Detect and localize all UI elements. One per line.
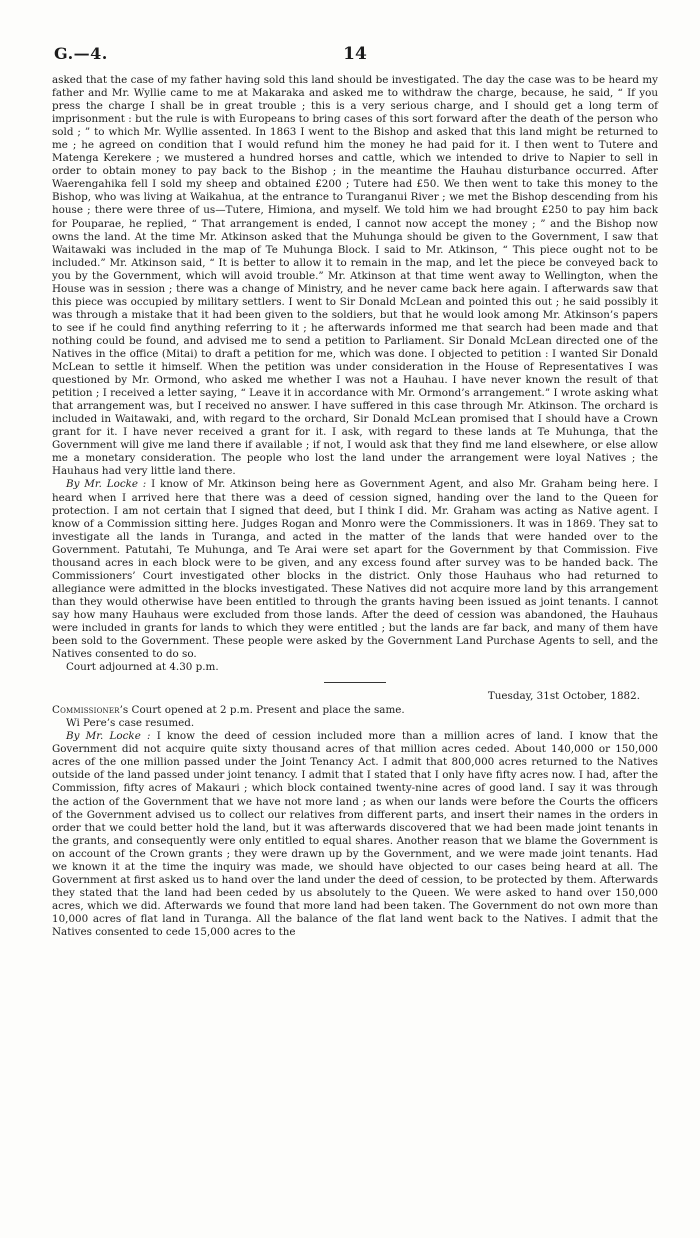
page-number: 14 [343, 44, 367, 64]
examiner-lead: By Mr. Locke : [66, 478, 147, 491]
court-opened-line [52, 704, 658, 717]
court-opened-text: ’s Court opened at 2 p.m. Present and place the same. [119, 704, 405, 717]
parliamentary-paper-reference: G.—4. [54, 44, 108, 63]
paragraph-text: I know of Mr. Atkinson being here as Government Agent, and also Mr. Graham being here. I heard when I arrived here that there was a deed of cession signed, handing over the land to the Queen for protection. I am not certain that I signed that deed, but I think I did. Mr. Graham was acting as Native agent. I know of a Commission sitting here. Judges Rogan and Monro were the Commissioners. It was in 1869. They sat to investigate all the lands in Turanga, and acted in the matter of the lands that were handed over to the Government. Patutahi, Te Muhunga, and Te Arai were set apart for the Government by that Commission. Five thousand acres in each block were to be given, and any excess found after survey was to be handed back. The Commissioners’ Court investigated other blocks in the district. Only those Hauhaus who had returned to allegiance were admitted in the blocks investigated. These Natives did not acquire more land by this arrangement than they would otherwise have been entitled to through the grants having been issued as joint tenants. I cannot say how many Hauhaus were excluded from those lands. After the deed of cession was abandoned, the Hauhaus were included in grants for lands to which they were entitled ; but the lands are far back, and many of them have been sold to the Government. These people were asked by the Government Land Purchase Agents to sell, and the Natives consented to do so. [52, 478, 658, 661]
session-date: Tuesday, 31st October, 1882. [487, 690, 640, 703]
evidence-paragraph-2 [52, 478, 658, 661]
evidence-paragraph-3 [52, 730, 658, 939]
adjournment-note: Court adjourned at 4.30 p.m. [66, 661, 219, 674]
document-body [52, 74, 658, 939]
section-divider [324, 682, 386, 683]
page-header [52, 34, 658, 74]
paragraph-text: I know the deed of cession included more than a million acres of land. I know that the Government did not acquire quite sixty thousand acres of that million acres ceded. About 140,000 or 150,000 acres of the one million passed under the Joint Tenancy Act. I admit that 800,000 acres returned to the Natives outside of the land passed under joint tenancy. I admit that I stated that I only have fifty acres now. I had, after the Commission, fifty acres of Makauri ; which block contained twenty-nine acres of good land. I say it was through the action of the Government that we have not more land ; as when our lands were before the Courts the officers of the Government advised us to collect our relatives from different parts, and insert their names in the orders in order that we could better hold the land, but it was afterwards discovered that we had been made joint tenants in the grants, and consequently were only entitled to equal shares. Another reason that we blame the Government is on account of the Crown grants ; they were drawn up by the Government, and we were made joint tenants. Had we known it at the time the inquiry was made, we should have objected to our cases being heard at all. The Government at first asked us to hand over the land under the deed of cession, to be protected by them. Afterwards they stated that the land had been ceded by us absolutely to the Queen. We were asked to hand over 150,000 acres, which we did. Afterwards we found that more land had been taken. The Government do not own more than 10,000 acres of flat land in Turanga. All the balance of the flat land went back to the Natives. I admit that the Natives consented to cede 15,000 acres to the [52, 730, 658, 938]
commissioner-smallcaps: Commissioner [52, 704, 120, 717]
examiner-lead: By Mr. Locke : [66, 730, 151, 743]
evidence-paragraph-1: asked that the case of my father having sold this land should be investigated. The day the case was to be heard my father and Mr. Wyllie came to me at Makaraka and asked me to withdraw the charge, because, he said, “ If you press the charge I shall be in great trouble ; this is a very serious charge, and I should get a long term of imprisonment : but the rule is with Europeans to bring cases of this sort forward after the death of the person who sold ; ” to which Mr. Wyllie assented. In 1863 I went to the Bishop and asked that this land might be returned to me ; he agreed on condition that I would refund him the money he had paid for it. I then went to Tutere and Matenga Kerekere ; we mustered a hundred horses and cattle, which we intended to drive to Napier to sell in order to obtain money to pay back to the Bishop ; in the meantime the Hauhau disturbance occurred. After Waerengahika fell I sold my sheep and obtained £200 ; Tutere had £50. We then went to take this money to the Bishop, who was living at Waikahua, at the entrance to Turanganui River ; we met the Bishop descending from his house ; there were three of us—Tutere, Himiona, and myself. We told him we had brought £250 to pay him back for Pouparae, he replied, “ That arrangement is ended, I cannot now accept the money ; ” and the Bishop now owns the land. At the time Mr. Atkinson asked that the Muhunga should be given to the Government, I saw that Waitawaki was included in the map of Te Muhunga Block. I said to Mr. Atkinson, “ This piece ought not to be included.” Mr. Atkinson said, “ It is better to allow it to remain in the map, and let the piece be conveyed back to you by the Government, which will avoid trouble.” Mr. Atkinson at that time went away to Wellington, when the House was in session ; there was a change of Ministry, and he never came back here again. I afterwards saw that this piece was occupied by military settlers. I went to Sir Donald McLean and pointed this out ; he said possibly it was through a mistake that it had been given to the soldiers, but that he would look among Mr. Atkinson’s papers to see if he could find anything referring to it ; he afterwards informed me that search had been made and that nothing could be found, and advised me to send a petition to Parliament. Sir Donald McLean directed one of the Natives in the office (Mitai) to draft a petition for me, which was done. I objected to petition : I wanted Sir Donald McLean to settle it himself. When the petition was under consideration in the House of Representatives I was questioned by Mr. Ormond, who asked me whether I was not a Hauhau. I have never known the result of that petition ; I received a letter saying, “ Leave it in accordance with Mr. Ormond’s arrangement.” I wrote asking what that arrangement was, but I received no answer. I have suffered in this case through Mr. Atkinson. The orchard is included in Waitawaki, and, with regard to the orchard, Sir Donald McLean promised that I should have a Crown grant for it. I have never received a grant for it. I ask, with regard to these lands at Te Muhunga, that the Government will give me land there if available ; if not, I would ask that they find me land elsewhere, or else allow me a monetary consideration. The people who lost the land under the arrangement were loyal Natives ; the Hauhaus had very little land there. [52, 74, 658, 478]
case-resumed-line: Wi Pere’s case resumed. [66, 717, 195, 730]
